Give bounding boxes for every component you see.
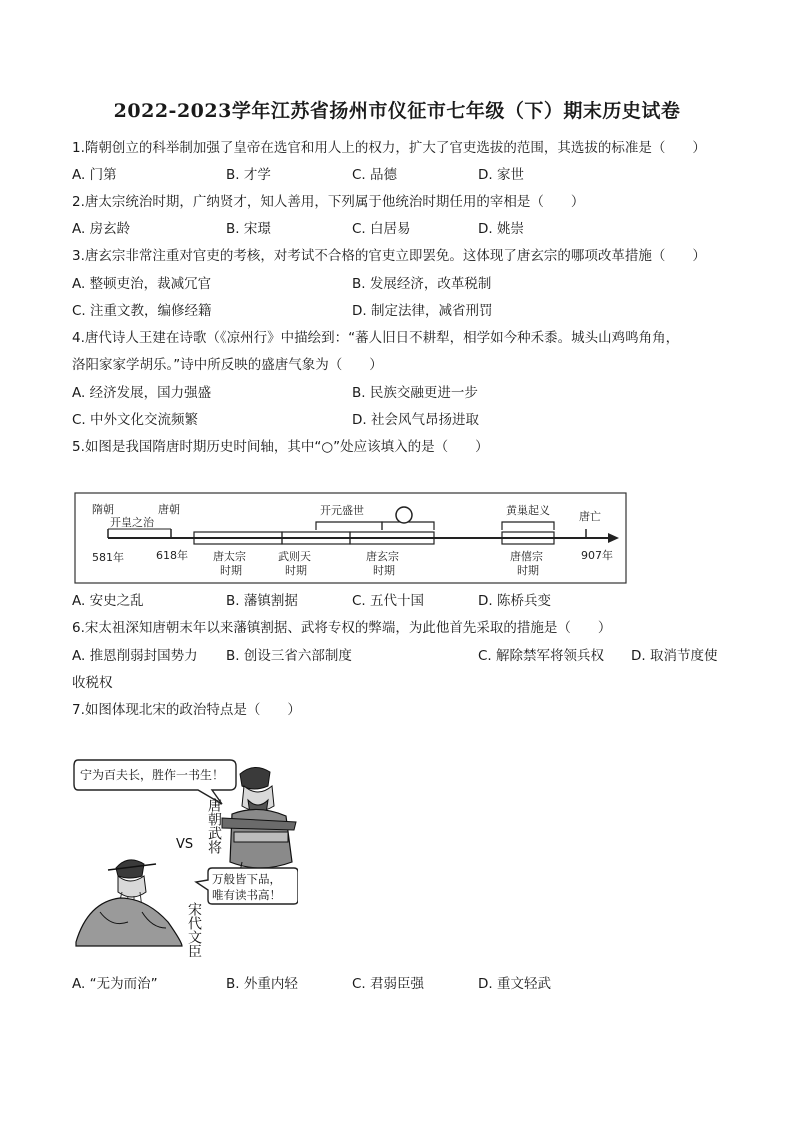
label-tang-fall: 唐亡	[579, 510, 601, 523]
question-5-stem: 5.如图是我国隋唐时期历史时间轴，其中“○”处应该填入的是（ ）	[72, 439, 489, 455]
q6-option-c: C. 解除禁军将领兵权	[478, 648, 605, 664]
question-1-stem: 1.隋朝创立的科举制加强了皇帝在选官和用人上的权力，扩大了官吏选拔的范围，其选拔的标准是（ ）	[72, 140, 706, 156]
q5-option-c: C. 五代十国	[352, 593, 425, 609]
tang-caption-text: 唐朝武将	[206, 798, 222, 854]
question-2-stem: 2.唐太宗统治时期，广纳贤才，知人善用，下列属于他统治时期任用的宰相是（ ）	[72, 194, 585, 210]
label-taizong: 唐太宗	[213, 550, 246, 563]
blank-circle-marker	[396, 507, 412, 523]
song-scholar-illustration	[76, 860, 182, 946]
q3-option-b: B. 发展经济，改革税制	[352, 276, 492, 292]
q5-option-d: D. 陈桥兵变	[478, 593, 551, 609]
question-4-stem-line-1: 4.唐代诗人王建在诗歌（《凉州行》中描绘到：“蕃人旧日不耕犁，相学如今种禾黍。城头山鸡鸣角角，	[72, 330, 680, 346]
q7-option-b: B. 外重内轻	[226, 976, 298, 992]
question-3-stem: 3.唐玄宗非常注重对官吏的考核，对考试不合格的官吏立即罢免。这体现了唐玄宗的哪项改革措施（ ）	[72, 248, 706, 264]
song-caption-box	[186, 902, 208, 966]
q5-option-a: A. 安史之乱	[72, 593, 144, 609]
q4-option-b: B. 民族交融更进一步	[352, 385, 478, 401]
q7-option-c: C. 君弱臣强	[352, 976, 425, 992]
q4-option-c: C. 中外文化交流频繁	[72, 412, 199, 428]
q6-option-b: B. 创设三省六部制度	[226, 648, 352, 664]
q2-option-a: A. 房玄龄	[72, 221, 131, 237]
timeline-svg	[74, 492, 627, 584]
label-taizong-period: 时期	[220, 564, 242, 577]
label-sui-dynasty: 隋朝	[92, 503, 114, 516]
label-year-907: 907年	[581, 549, 613, 562]
cartoon-figure	[72, 752, 298, 966]
question-4-stem-line-2: 洛阳家家学胡乐。”诗中所反映的盛唐气象为（ ）	[72, 357, 383, 373]
label-wuzetian: 武则天	[278, 550, 311, 563]
label-huangchao-uprising: 黄巢起义	[506, 504, 550, 517]
song-caption-text: 宋代文臣	[186, 902, 202, 958]
q4-option-a: A. 经济发展，国力强盛	[72, 385, 212, 401]
song-speech-line-2: 唯有读书高！	[212, 888, 281, 902]
q4-option-d: D. 社会风气昂扬进取	[352, 412, 479, 428]
q1-option-d: D. 家世	[478, 167, 524, 183]
label-xizong-period: 时期	[517, 564, 539, 577]
q6-option-a: A. 推恩削弱封国势力	[72, 648, 198, 664]
q3-option-d: D. 制定法律，减省刑罚	[352, 303, 493, 319]
question-6-stem: 6.宋太祖深知唐朝末年以来藩镇割据、武将专权的弊端，为此他首先采取的措施是（ ）	[72, 620, 612, 636]
label-year-618: 618年	[156, 549, 188, 562]
vs-label: VS	[176, 837, 194, 852]
timeline-figure	[74, 492, 627, 584]
song-speech-line-1: 万般皆下品，	[212, 872, 281, 886]
label-kaihuang-zhizhi: 开皇之治	[110, 516, 154, 529]
q1-option-a: A. 门第	[72, 167, 117, 183]
label-wuzetian-period: 时期	[285, 564, 307, 577]
label-xizong: 唐僖宗	[510, 550, 543, 563]
label-kaiyuan-shengshi: 开元盛世	[320, 504, 364, 517]
q1-option-c: C. 品德	[352, 167, 398, 183]
label-tang-dynasty: 唐朝	[158, 503, 180, 516]
question-7-stem: 7.如图体现北宋的政治特点是（ ）	[72, 702, 301, 718]
q2-option-b: B. 宋璟	[226, 221, 271, 237]
q5-option-b: B. 藩镇割据	[226, 593, 298, 609]
label-xuanzong-period: 时期	[373, 564, 395, 577]
tang-caption-box	[206, 798, 226, 868]
q2-option-d: D. 姚崇	[478, 221, 524, 237]
q1-option-b: B. 才学	[226, 167, 271, 183]
q3-option-c: C. 注重文教，编修经籍	[72, 303, 212, 319]
label-year-581: 581年	[92, 551, 124, 564]
cartoon-svg	[72, 752, 298, 966]
label-xuanzong: 唐玄宗	[366, 550, 399, 563]
q3-option-a: A. 整顿吏治，裁减冗官	[72, 276, 212, 292]
q6-option-d: D. 取消节度使	[631, 648, 718, 664]
q7-option-a: A. “无为而治”	[72, 976, 158, 992]
q7-option-d: D. 重文轻武	[478, 976, 551, 992]
q2-option-c: C. 白居易	[352, 221, 411, 237]
page-title: 2022-2023学年江苏省扬州市仪征市七年级（下）期末历史试卷	[113, 100, 681, 122]
q6-option-d-continuation: 收税权	[72, 675, 113, 691]
tang-speech-text: 宁为百夫长，胜作一书生！	[80, 768, 225, 782]
